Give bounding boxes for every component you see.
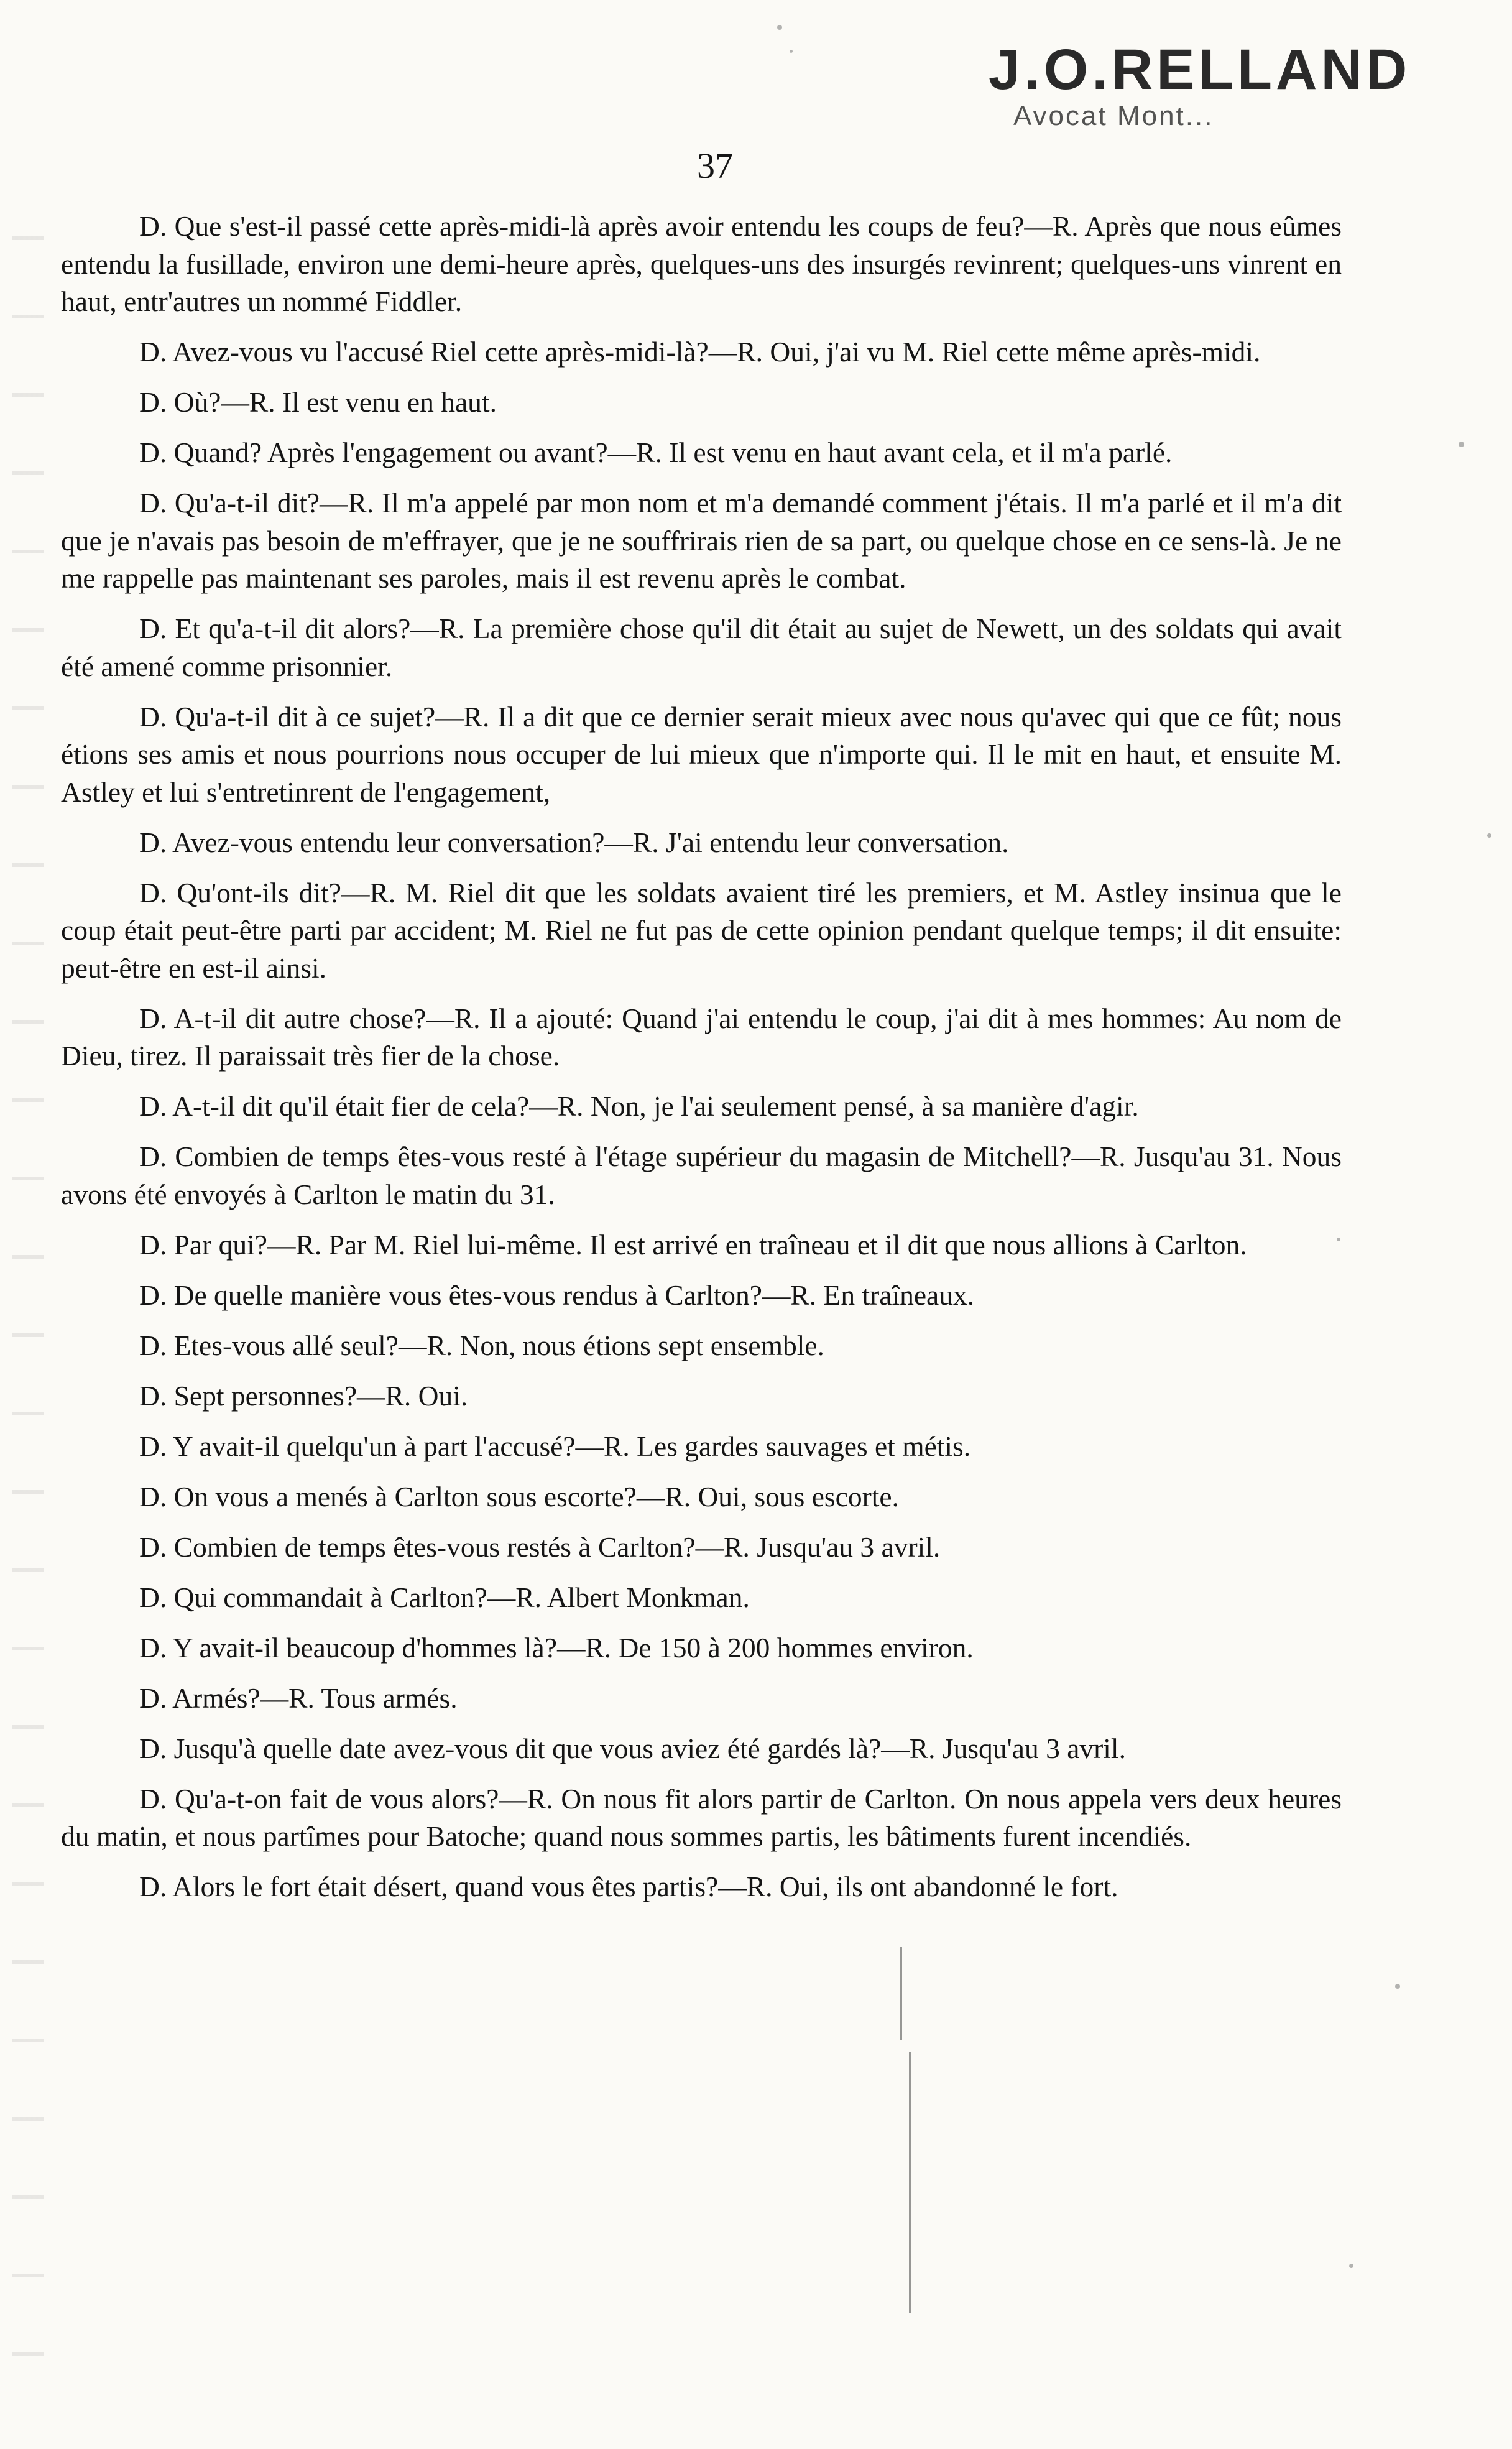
scan-vertical-mark	[909, 2052, 911, 2313]
scan-speck	[1487, 833, 1491, 838]
qa-paragraph: D. Armés?—R. Tous armés.	[139, 1682, 458, 1714]
qa-paragraph: D. Sept personnes?—R. Oui.	[139, 1379, 468, 1412]
qa-paragraph: D. A-t-il dit autre chose?—R. Il a ajouté: Quand j'ai entendu le coup, j'ai dit à mes hommes: Au nom de Dieu, tirez. Il paraissait très fier de la chose.	[61, 1002, 1342, 1072]
qa-paragraph: D. Qu'a-t-il dit à ce sujet?—R. Il a dit que ce dernier serait mieux avec nous qu'avec qui que ce fût; nous étions ses amis et nous pourrions nous occuper de lui mieux que n'importe qui. Il le mit en haut, et ensuite M. Astley et lui s'entretinrent de l'engagement,	[61, 700, 1342, 808]
scan-speck	[777, 25, 782, 30]
scan-edge-noise	[12, 162, 44, 2400]
qa-paragraph: D. Alors le fort était désert, quand vous êtes partis?—R. Oui, ils ont abandonné le fort.	[139, 1871, 1118, 1902]
qa-paragraph: D. Y avait-il beaucoup d'hommes là?—R. De 150 à 200 hommes environ.	[139, 1631, 974, 1664]
scan-speck	[790, 50, 793, 53]
qa-paragraph: D. Etes-vous allé seul?—R. Non, nous étions sept ensemble.	[139, 1329, 824, 1361]
qa-paragraph: D. On vous a menés à Carlton sous escorte?—R. Oui, sous escorte.	[139, 1480, 899, 1512]
qa-paragraph: D. Jusqu'à quelle date avez-vous dit que vous aviez été gardés là?—R. Jusqu'au 3 avril.	[139, 1732, 1126, 1764]
qa-paragraph: D. De quelle manière vous êtes-vous rendus à Carlton?—R. En traîneaux.	[139, 1279, 975, 1311]
qa-paragraph: D. Par qui?—R. Par M. Riel lui-même. Il est arrivé en traîneau et il dit que nous allions à Carlton.	[139, 1228, 1247, 1261]
document-body	[61, 208, 1342, 1919]
qa-paragraph: D. Avez-vous entendu leur conversation?—R. J'ai entendu leur conversation.	[139, 826, 1009, 858]
stamp-name: J.O.RELLAND	[989, 38, 1411, 101]
stamp-subtitle: Avocat Mont...	[1013, 101, 1214, 131]
scan-speck	[1395, 1984, 1400, 1989]
page-number: 37	[697, 146, 733, 186]
scan-speck	[1459, 442, 1464, 447]
qa-paragraph: D. Quand? Après l'engagement ou avant?—R. Il est venu en haut avant cela, et il m'a parlé.	[139, 437, 1173, 468]
scan-vertical-mark	[900, 1947, 902, 2040]
qa-paragraph: D. Et qu'a-t-il dit alors?—R. La première chose qu'il dit était au sujet de Newett, un des soldats qui avait été amené comme prisonnier.	[61, 613, 1342, 682]
qa-paragraph: D. Qui commandait à Carlton?—R. Albert Monkman.	[139, 1581, 750, 1613]
qa-paragraph: D. A-t-il dit qu'il était fier de cela?—R. Non, je l'ai seulement pensé, à sa manière d'agir.	[139, 1090, 1139, 1122]
qa-paragraph: D. Qu'a-t-il dit?—R. Il m'a appelé par mon nom et m'a demandé comment j'étais. Il m'a parlé et il m'a dit que je n'avais pas besoin de m'effrayer, que je ne souffrirais rien de sa part, ou quelque chose en ce sens-là. Je ne me rappelle pas maintenant ses paroles, mais il est revenu après le combat.	[61, 487, 1342, 594]
qa-paragraph: D. Avez-vous vu l'accusé Riel cette après-midi-là?—R. Oui, j'ai vu M. Riel cette même après-midi.	[139, 336, 1261, 368]
qa-paragraph: D. Y avait-il quelqu'un à part l'accusé?—R. Les gardes sauvages et métis.	[139, 1430, 971, 1462]
qa-paragraph: D. Combien de temps êtes-vous resté à l'étage supérieur du magasin de Mitchell?—R. Jusqu'au 31. Nous avons été envoyés à Carlton le matin du 31.	[61, 1141, 1342, 1210]
qa-paragraph: D. Qu'ont-ils dit?—R. M. Riel dit que les soldats avaient tiré les premiers, et M. Astley insinua que le coup était peut-être parti par accident; M. Riel ne fut pas de cette opinion pendant quelque temps; il dit ensuite: peut-être en est-il ainsi.	[61, 876, 1342, 984]
stamp	[989, 38, 1411, 150]
qa-paragraph: D. Combien de temps êtes-vous restés à Carlton?—R. Jusqu'au 3 avril.	[139, 1530, 941, 1563]
scan-speck	[1349, 2264, 1353, 2268]
qa-paragraph: D. Que s'est-il passé cette après-midi-là après avoir entendu les coups de feu?—R. Après que nous eûmes entendu la fusillade, environ une demi-heure après, quelques-uns des insurgés revinrent; quelques-uns vinrent en haut, entr'autres un nommé Fiddler.	[61, 210, 1342, 317]
qa-paragraph: D. Qu'a-t-on fait de vous alors?—R. On nous fit alors partir de Carlton. On nous appela vers deux heures du matin, et nous partîmes pour Batoche; quand nous sommes partis, les bâtiments furent incendiés.	[61, 1782, 1342, 1852]
qa-paragraph: D. Où?—R. Il est venu en haut.	[139, 386, 497, 418]
